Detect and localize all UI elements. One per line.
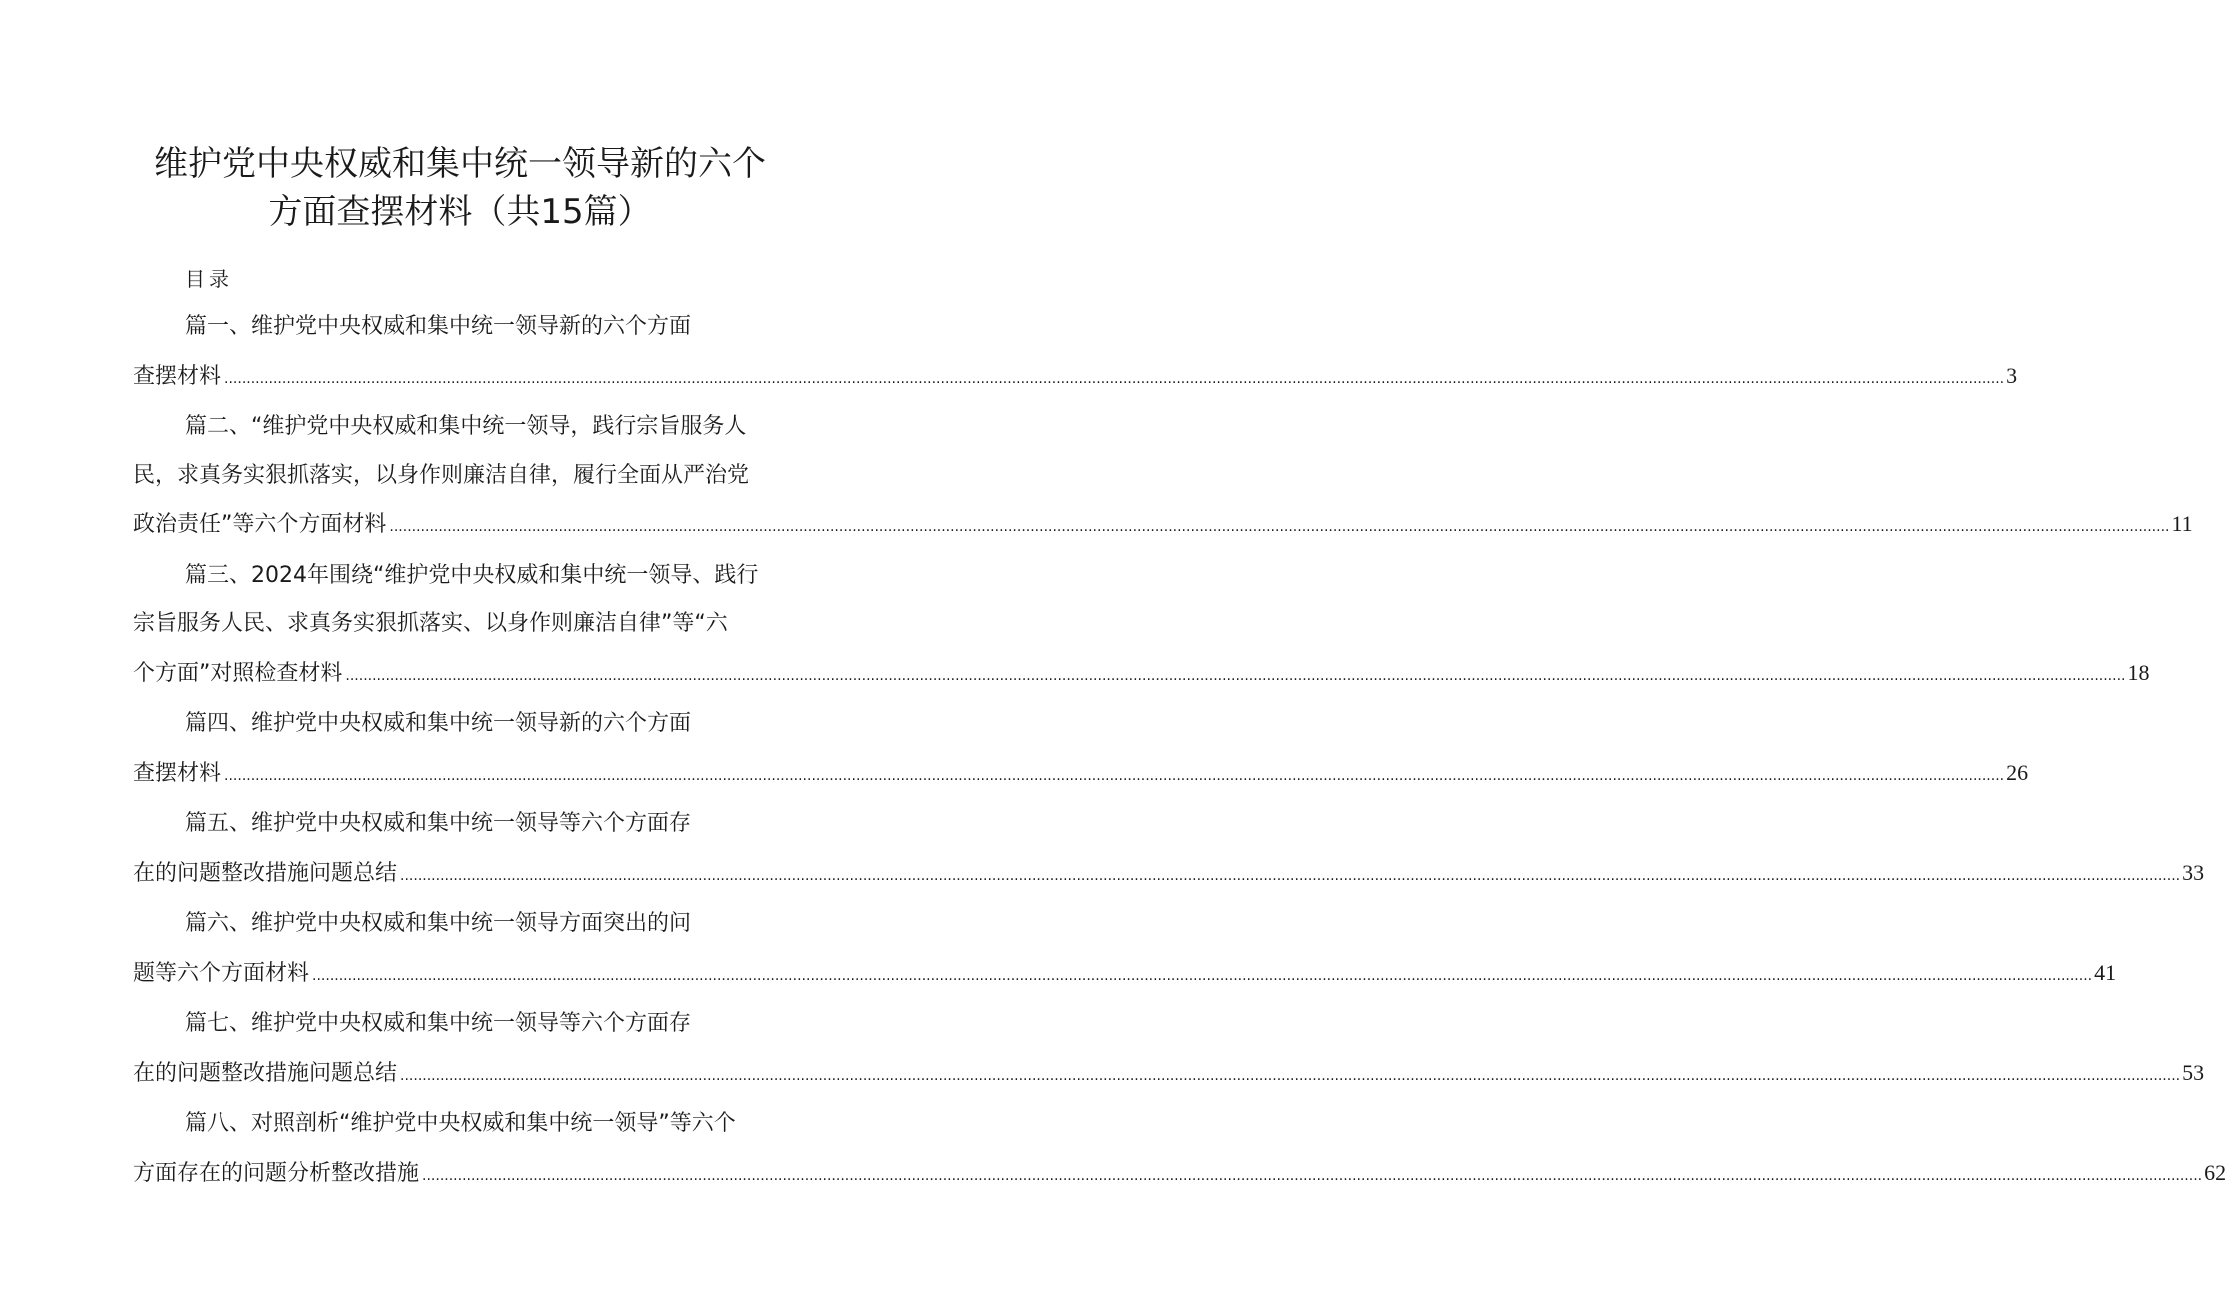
dot-leader: ................................................................................................................................................................................................................................................................................................................................................................................................................ [400,867,2181,884]
toc-entry-text-line: 题等六个方面材料 [133,960,310,986]
toc-entry-last-line [133,500,2193,552]
toc-page-number: 3 [2006,362,2018,388]
toc-entry[interactable] [133,552,2150,701]
document-title-line-2: 方面查摆材料（共15篇） [268,192,652,232]
toc-entry-text-line: 政治责任”等六个方面材料 [133,512,387,537]
toc-entry[interactable] [133,800,2205,900]
toc-entry-text-line: 查摆材料 [133,363,222,389]
dot-leader: ................................................................................................................................................................................................................................................................................................................................................................................................................ [224,370,2005,387]
toc-entry-last-line [133,1049,2205,1101]
toc-entry-text-line: 篇七、维护党中央权威和集中统一领导等六个方面存 [185,1011,692,1036]
toc-heading: 目录 [185,267,233,291]
toc-entry-text-line: 篇四、维护党中央权威和集中统一领导新的六个方面 [185,711,692,736]
toc-page-number: 18 [2127,659,2150,685]
toc-entry-text-line: 在的问题整改措施问题总结 [133,860,398,886]
toc-entry-text-line: 个方面”对照检查材料 [133,660,343,686]
toc-page-number: 41 [2094,959,2117,985]
dot-leader: ................................................................................................................................................................................................................................................................................................................................................................................................................ [224,767,2005,784]
toc-entry-text-line: 篇五、维护党中央权威和集中统一领导等六个方面存 [185,811,692,836]
table-of-contents [133,303,2226,1200]
toc-page-number: 26 [2006,759,2029,785]
toc-entry[interactable] [133,700,2029,800]
document-title-line-1: 维护党中央权威和集中统一领导新的六个 [154,144,766,184]
toc-entry-text-line: 篇二、“维护党中央权威和集中统一领导，践行宗旨服务人 [185,414,747,439]
toc-entry[interactable] [133,403,2193,552]
toc-entry-text-line: 在的问题整改措施问题总结 [133,1060,398,1086]
toc-entry-text-line: 篇三、2024年围绕“维护党中央权威和集中统一领导、践行 [185,562,759,588]
toc-entry-text-line: 民，求真务实狠抓落实，以身作则廉洁自律，履行全面从严治党 [133,462,750,488]
toc-entry-last-line [133,352,2018,404]
toc-entry-text-line: 宗旨服务人民、求真务实狠抓落实、以身作则廉洁自律”等“六 [133,611,728,636]
dot-leader: ................................................................................................................................................................................................................................................................................................................................................................................................................ [312,967,2093,984]
toc-entry-text-line: 查摆材料 [133,760,222,786]
toc-entry-text-line: 篇一、维护党中央权威和集中统一领导新的六个方面 [185,314,692,339]
toc-page-number: 53 [2182,1059,2205,1085]
toc-entry-last-line [133,649,2150,701]
toc-page-number: 33 [2182,859,2205,885]
toc-entry-last-line [133,1149,2226,1201]
toc-entry[interactable] [133,1000,2205,1100]
toc-entry-last-line [133,849,2205,901]
dot-leader: ................................................................................................................................................................................................................................................................................................................................................................................................................ [389,519,2170,535]
toc-entry[interactable] [133,303,2018,403]
toc-entry[interactable] [133,1100,2226,1200]
toc-entry-text-line: 篇八、对照剖析“维护党中央权威和集中统一领导”等六个 [185,1111,736,1136]
dot-leader: ................................................................................................................................................................................................................................................................................................................................................................................................................ [422,1167,2203,1184]
toc-entry-last-line [133,749,2029,801]
toc-entry-text-line: 篇六、维护党中央权威和集中统一领导方面突出的问 [185,911,692,936]
toc-page-number: 62 [2204,1159,2226,1185]
toc-entry-last-line [133,949,2117,1001]
toc-page-number: 11 [2171,511,2193,536]
dot-leader: ................................................................................................................................................................................................................................................................................................................................................................................................................ [400,1067,2181,1084]
toc-entry[interactable] [133,900,2117,1000]
dot-leader: ................................................................................................................................................................................................................................................................................................................................................................................................................ [345,667,2126,684]
toc-entry-text-line: 方面存在的问题分析整改措施 [133,1160,420,1186]
